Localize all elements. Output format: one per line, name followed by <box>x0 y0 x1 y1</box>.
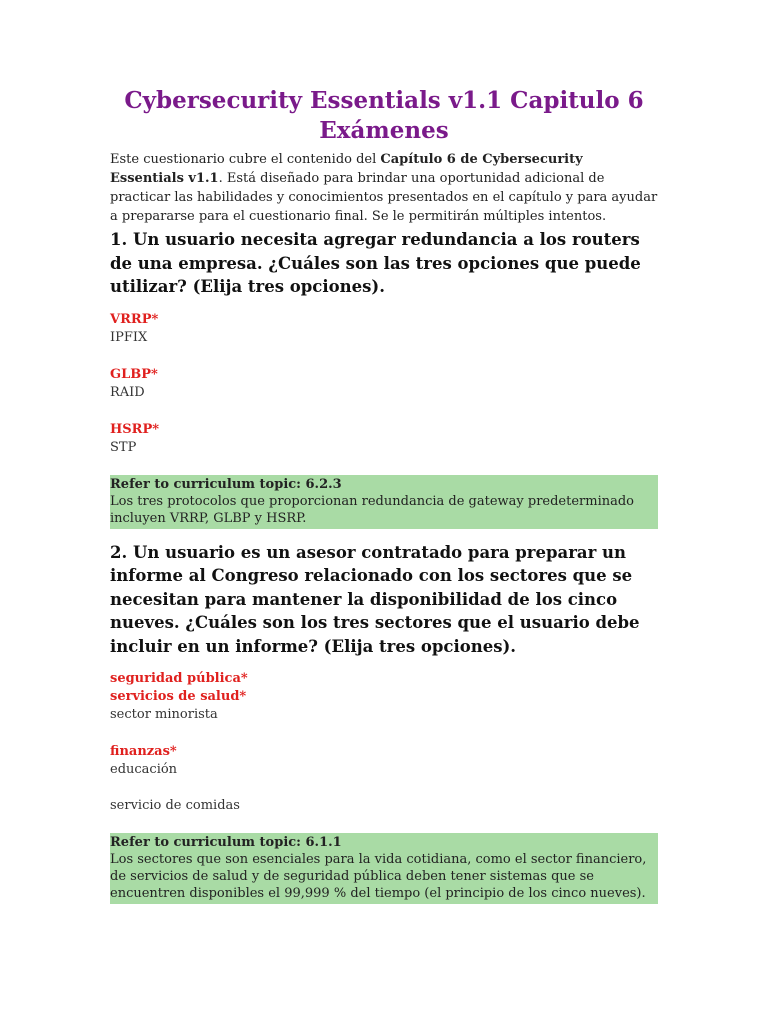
option-servicio-de-comidas: servicio de comidas <box>110 798 240 813</box>
intro-bold-text: Capítulo 6 de Cybersecurity Essentials v1.1 <box>110 152 583 186</box>
spacer <box>110 347 658 366</box>
option-raid: RAID <box>110 384 145 400</box>
intro-text-1: Este cuestionario cubre el contenido del <box>110 152 381 167</box>
intro-text-2: . Está diseñado para brindar una oportunidad adicional de practicar las habilidades y conocimientos presentados en el capítulo y para ayudar a prepararse para el cuestionario final. Se le permitirán múltiples intentos. <box>110 171 658 224</box>
option-vrrp: VRRP* <box>110 311 159 327</box>
question-2-text: 2. Un usuario es un asesor contratado para preparar un informe al Congreso relacionado con los sectores que se necesitan para mantener la disponibilidad de los cinco nueves. ¿Cuáles son los tres sectores que el usuario debe incluir en un informe? (Elija tres opciones). <box>110 542 640 656</box>
document-page <box>110 86 658 904</box>
question-1-options <box>110 311 658 457</box>
option-seguridad-publica: seguridad pública* <box>110 671 248 686</box>
option-educacion: educación <box>110 762 178 777</box>
option-ipfix: IPFIX <box>110 329 148 345</box>
option-glbp: GLBP* <box>110 366 158 382</box>
curriculum-topic-ref: Refer to curriculum topic: 6.2.3 <box>110 476 342 492</box>
spacer <box>110 402 658 421</box>
intro-paragraph <box>110 150 658 226</box>
question-2-options <box>110 670 658 815</box>
option-hsrp: HSRP* <box>110 421 160 437</box>
question-2-feedback <box>110 833 658 904</box>
spacer <box>110 724 658 743</box>
feedback-text: Los tres protocolos que proporcionan redundancia de gateway predeterminado incluyen VRRP, GLBP y HSRP. <box>110 493 635 526</box>
question-1-feedback <box>110 475 658 529</box>
option-sector-minorista: sector minorista <box>110 707 218 722</box>
question-1-text: 1. Un usuario necesita agregar redundancia a los routers de una empresa. ¿Cuáles son las tres opciones que puede utilizar? (Elija tres opciones). <box>110 230 641 296</box>
page-title: Cybersecurity Essentials v1.1 Capitulo 6 Exámenes <box>124 87 644 144</box>
option-finanzas: finanzas* <box>110 744 177 759</box>
question-1-block <box>110 228 658 529</box>
curriculum-topic-ref: Refer to curriculum topic: 6.1.1 <box>110 835 342 850</box>
feedback-text: Los sectores que son esenciales para la vida cotidiana, como el sector financiero, de servicios de salud y de seguridad pública deben tener sistemas que se encuentren disponibles el 99,999 % del tiempo (el principio de los cinco nueves). <box>110 852 647 901</box>
question-2-block <box>110 541 658 905</box>
option-servicios-de-salud: servicios de salud* <box>110 689 247 704</box>
spacer <box>110 779 658 797</box>
option-stp: STP <box>110 439 137 455</box>
